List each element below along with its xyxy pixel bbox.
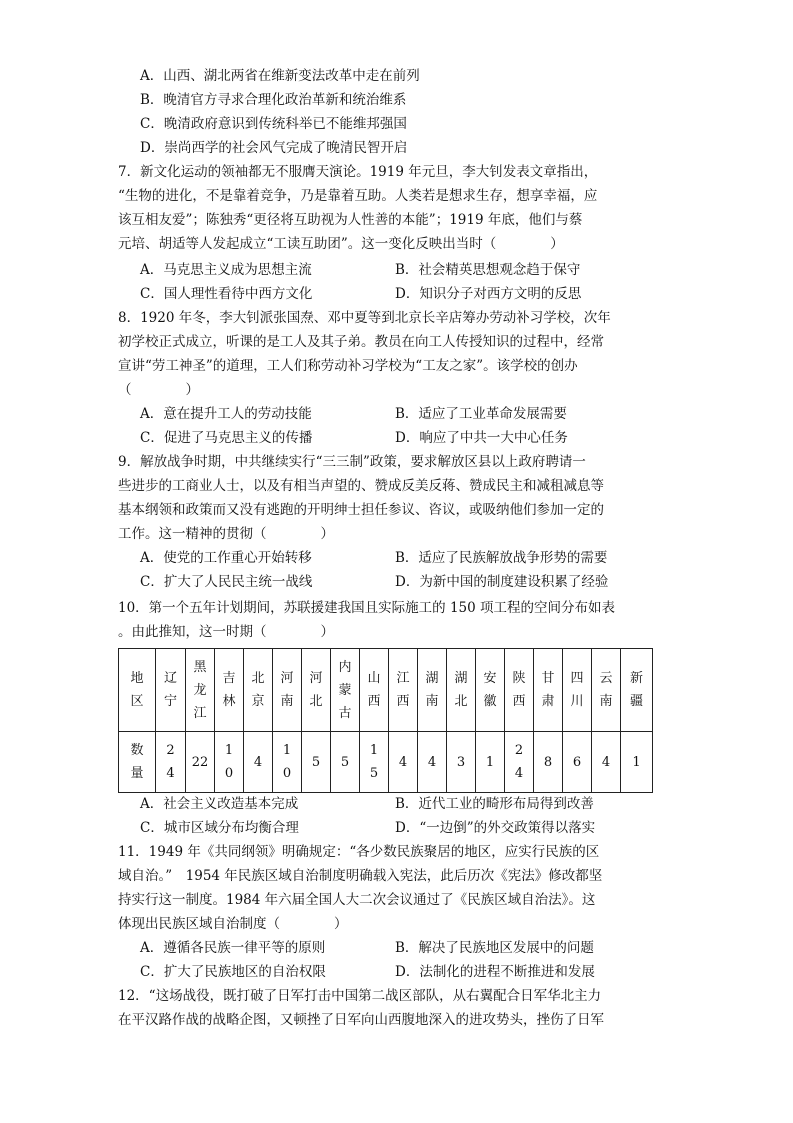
count-cell: 8: [534, 732, 563, 793]
q7-stem-line: 7．新文化运动的领袖都无不服膺天演论。1919 年元旦，李大钊发表文章指出，: [118, 164, 598, 180]
table-count-row: [119, 732, 653, 793]
q9-stem-line: 些进步的工商业人士，以及有相当声望的、赞成反美反蒋、赞成民主和减租减息等: [118, 478, 604, 494]
q10-option-d: D．“一边倒”的外交政策得以落实: [395, 820, 596, 836]
q7-stem-line: 该互相友爱”；陈独秀“更径将互助视为人性善的本能”；1919 年底，他们与蔡: [118, 212, 583, 228]
q6-option-d: D．崇尚西学的社会风气完成了晚清民智开启: [140, 140, 408, 156]
count-cell: 4: [389, 732, 418, 793]
count-cell: 22: [186, 732, 215, 793]
q8-option-a: A．意在提升工人的劳动技能: [140, 406, 312, 422]
q9-option-d: D．为新中国的制度建设积累了经验: [395, 574, 609, 590]
region-cell: 内蒙古: [331, 649, 360, 732]
q7-option-c: C．国人理性看待中西方文化: [140, 286, 313, 302]
region-header-cell: 地区: [119, 649, 156, 732]
q11-option-a: A．遵循各民族一律平等的原则: [140, 940, 326, 956]
q6-option-a: A．山西、湖北两省在维新变法改革中走在前列: [140, 68, 420, 84]
count-cell: 5: [302, 732, 331, 793]
q11-option-b: B．解决了民族地区发展中的问题: [395, 940, 594, 956]
q10-option-b: B．近代工业的畸形布局得到改善: [395, 796, 594, 812]
q9-option-b: B．适应了民族解放战争形势的需要: [395, 550, 608, 566]
table-header-row: [119, 649, 653, 732]
q8-stem-line: （ ）: [118, 382, 199, 398]
region-cell: 河北: [302, 649, 331, 732]
q11-option-c: C．扩大了民族地区的自治权限: [140, 964, 326, 980]
count-cell: 5: [331, 732, 360, 793]
region-cell: 山西: [360, 649, 389, 732]
q9-stem-line: 基本纲领和政策而又没有逃跑的开明绅士担任参议、咨议，或吸纳他们参加一定的: [118, 502, 604, 518]
q11-stem-line: 持实行这一制度。1984 年六届全国人大二次会议通过了《民族区域自治法》。这: [118, 892, 596, 908]
q12-stem-line: 在平汉路作战的战略企图，又顿挫了日军向山西腹地深入的进攻势头，挫伤了日军: [118, 1012, 604, 1028]
q10-stem-line: 10．第一个五年计划期间，苏联援建我国且实际施工的 150 项工程的空间分布如表: [118, 600, 616, 616]
count-cell: 3: [447, 732, 476, 793]
q8-option-d: D．响应了中共一大中心任务: [395, 430, 568, 446]
count-cell: 4: [592, 732, 621, 793]
q11-stem-line: 域自治。” 1954 年民族区域自治制度明确载入宪法，此后历次《宪法》修改都坚: [118, 868, 603, 884]
count-cell: 6: [563, 732, 592, 793]
count-cell: 24: [505, 732, 534, 793]
count-cell: 10: [215, 732, 244, 793]
q10-option-a: A．社会主义改造基本完成: [140, 796, 299, 812]
count-cell: 4: [244, 732, 273, 793]
region-cell: 新疆: [621, 649, 653, 732]
q7-stem-line: “生物的进化，不是靠着竞争，乃是靠着互助。人类若是想求生存，想享幸福，应: [118, 188, 598, 204]
region-cell: 云南: [592, 649, 621, 732]
region-cell: 黑龙江: [186, 649, 215, 732]
q10-stem-line: 。由此推知，这一时期（ ）: [118, 624, 334, 640]
region-cell: 江西: [389, 649, 418, 732]
region-cell: 吉林: [215, 649, 244, 732]
region-cell: 河南: [273, 649, 302, 732]
q9-option-c: C．扩大了人民民主统一战线: [140, 574, 313, 590]
q11-option-d: D．法制化的进程不断推进和发展: [395, 964, 595, 980]
region-cell: 甘肃: [534, 649, 563, 732]
region-cell: 安徽: [476, 649, 505, 732]
q8-option-b: B．适应了工业革命发展需要: [395, 406, 567, 422]
q6-option-c: C．晚清政府意识到传统科举已不能维邦强国: [140, 116, 407, 132]
count-cell: 1: [621, 732, 653, 793]
q11-stem-line: 11．1949 年《共同纲领》明确规定：“各少数民族聚居的地区，应实行民族的区: [118, 844, 600, 860]
count-cell: 10: [273, 732, 302, 793]
count-header-cell: 数量: [119, 732, 156, 793]
q7-option-b: B．社会精英思想观念趋于保守: [395, 262, 581, 278]
q8-option-c: C．促进了马克思主义的传播: [140, 430, 313, 446]
q7-option-d: D．知识分子对西方文明的反思: [395, 286, 582, 302]
q12-stem-line: 12．“这场战役，既打破了日军打击中国第二战区部队，从右翼配合日军华北主力: [118, 988, 602, 1004]
q7-option-a: A．马克思主义成为思想主流: [140, 262, 312, 278]
q8-stem-line: 8．1920 年冬，李大钊派张国焘、邓中夏等到北京长辛店筹办劳动补习学校，次年: [118, 310, 611, 326]
q9-option-a: A．使党的工作重心开始转移: [140, 550, 312, 566]
q10-option-c: C．城市区域分布均衡合理: [140, 820, 299, 836]
q7-stem-line: 元培、胡适等人发起成立“工读互助团”。这一变化反映出当时（ ）: [118, 236, 564, 252]
count-cell: 24: [156, 732, 186, 793]
q9-stem-line: 工作。这一精神的贯彻（ ）: [118, 526, 334, 542]
region-cell: 四川: [563, 649, 592, 732]
region-cell: 北京: [244, 649, 273, 732]
region-cell: 湖南: [418, 649, 447, 732]
region-cell: 辽宁: [156, 649, 186, 732]
q11-stem-line: 体现出民族区域自治制度（ ）: [118, 916, 348, 932]
count-cell: 4: [418, 732, 447, 793]
project-distribution-table: [118, 648, 653, 793]
q8-stem-line: 初学校正式成立，听课的是工人及其子弟。教员在向工人传授知识的过程中，经常: [118, 334, 604, 350]
q9-stem-line: 9．解放战争时期，中共继续实行“三三制”政策，要求解放区县以上政府聘请一: [118, 454, 586, 470]
q8-stem-line: 宣讲“劳工神圣”的道理，工人们称劳动补习学校为“工友之家”。该学校的创办: [118, 358, 578, 374]
region-cell: 湖北: [447, 649, 476, 732]
q6-option-b: B．晚清官方寻求合理化政治革新和统治维系: [140, 92, 407, 108]
count-cell: 1: [476, 732, 505, 793]
region-cell: 陕西: [505, 649, 534, 732]
count-cell: 15: [360, 732, 389, 793]
